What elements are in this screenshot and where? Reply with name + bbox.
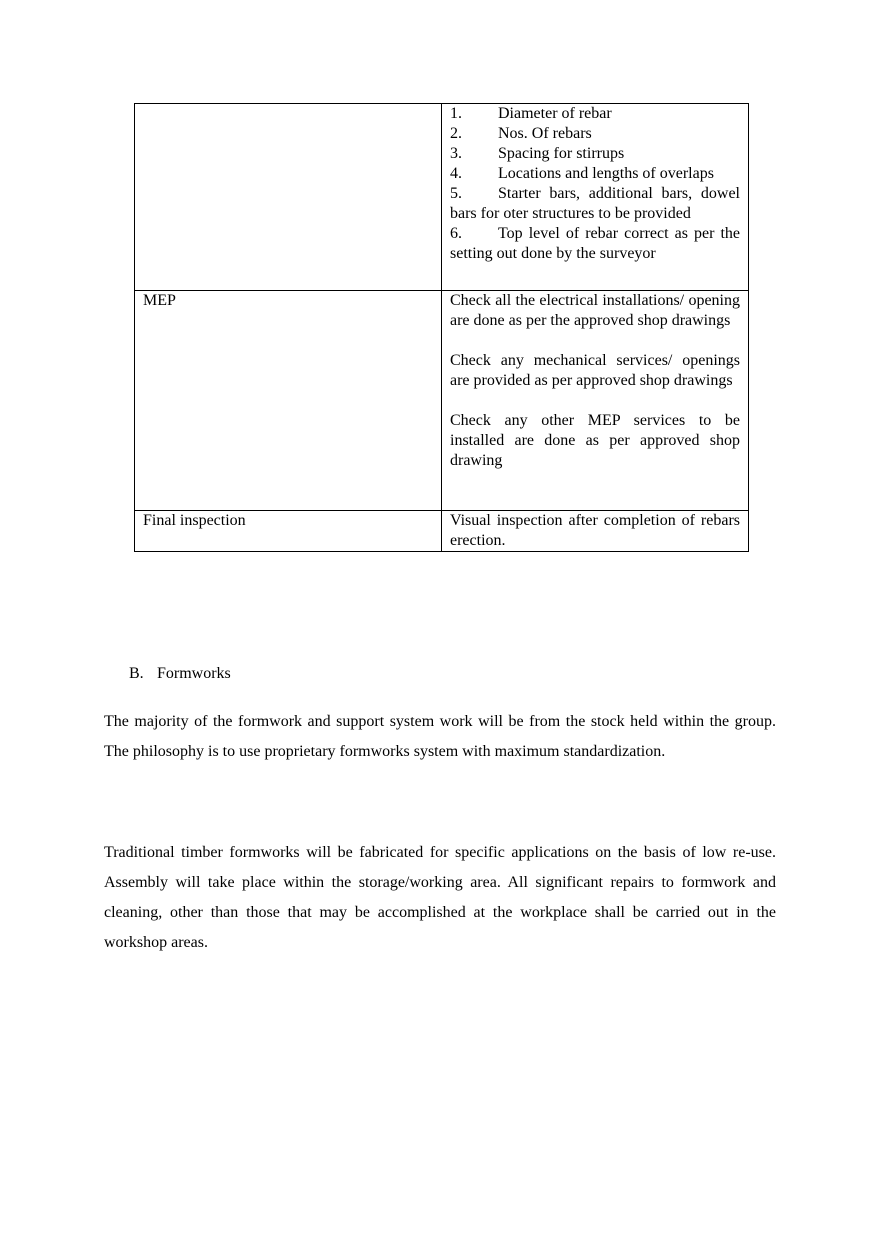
list-item: 5. Starter bars, additional bars, dowel bars for oter structures to be provided [450,185,740,222]
inspection-table [134,103,749,552]
section-heading [129,664,231,684]
row-label-final-inspection: Final inspection [135,511,442,552]
check-text: Check all the electrical installations/ opening are done as per the approved shop drawings [450,292,740,329]
check-text: Check any other MEP services to be installed are done as per approved shop drawing [450,412,740,469]
check-text: Visual inspection after completion of rebars erection. [450,512,740,549]
list-item: 2. Nos. Of rebars [450,125,592,142]
table-row [135,104,749,291]
row-label [135,104,442,291]
table-row [135,511,749,552]
list-item: 4. Locations and lengths of overlaps [450,165,714,182]
row-label-mep: MEP [135,291,442,511]
list-item: 3. Spacing for stirrups [450,145,625,162]
body-paragraph: Traditional timber formworks will be fabricated for specific applications on the basis of low re-use. Assembly will take place within the storage/working area. All significant repairs to formwork and cleaning, other than those that may be accomplished at the workplace shall be carried out in the workshop areas. [104,844,776,951]
list-item: 1. Diameter of rebar [450,105,612,122]
body-paragraph: The majority of the formwork and support system work will be from the stock held within the group. The philosophy is to use proprietary formworks system with maximum standardization. [104,713,776,760]
check-text: Check any mechanical services/ openings are provided as per approved shop drawings [450,352,740,389]
final-inspection-checks [442,511,749,552]
table-row [135,291,749,511]
section-title: Formworks [157,665,231,682]
section-letter: B. [129,665,144,682]
mep-checks [442,291,749,511]
list-item: 6. Top level of rebar correct as per the setting out done by the surveyor [450,225,740,262]
rebar-checklist [442,104,749,291]
